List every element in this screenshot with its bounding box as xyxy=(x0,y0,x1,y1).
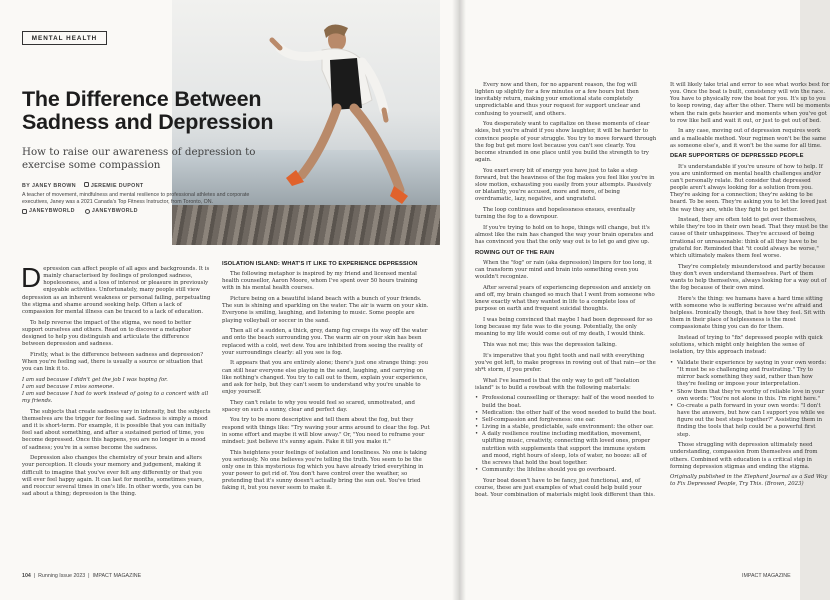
list-item: • Professional counselling or therapy: half of the wood needed to build the boat. xyxy=(475,395,657,409)
materials-list xyxy=(475,395,657,474)
twitter-icon xyxy=(85,209,90,214)
author-social xyxy=(22,208,272,215)
list-item: • Community: the lifeline should you go overboard. xyxy=(475,467,657,474)
paragraph: Depression can affect people of all ages and backgrounds. It is mainly characterised by feelings of prolonged sadness, hopelessness, and a loss of interest or pleasure in previously enjoyable activities. Unfortunately, many people still view depression as an inherent weakness or personal failing, perpetuating the stigma and shame around seeking help. Often a lack of compassion for mental illness can be traced to a lack of education. xyxy=(21,262,211,315)
article-column-3 xyxy=(475,82,657,503)
paragraph: You try to be more descriptive and tell them about the fog, but they respond with things like: "Try waving your arms around to clear the fog. Put in some effort and maybe it will blow away." Or, "You need to reframe your mindset: just believe it's sunny again. Fake it till you make it." xyxy=(222,417,430,445)
paragraph: It's understandable if you're unsure of how to help. If you are uninformed on mental health challenges and/or can't personally relate. But consider that depressed people aren't always looking for a solution from you. They're asking for a connection; they're asking to be heard. To be seen. They're asking you to let the loved just the way they are, while they fight to get better. xyxy=(670,163,827,213)
paragraph: I was being convinced that maybe I had been depressed for so long because my fate was to die young. Potentially, the only meaning to my life would come out of my death, I would think. xyxy=(475,317,653,338)
article-column-1 xyxy=(21,262,211,502)
paragraph: It's imperative that you fight tooth and nail with everything you've got left, to make progress in rowing out of that rain—or the sh*t storm, if you prefer. xyxy=(475,352,656,373)
article-column-2 xyxy=(222,260,430,496)
byline xyxy=(22,182,272,215)
paragraph: Firstly, what is the difference between sadness and depression? When you're feeling sad, there is usually a source or situation that you can link it to. xyxy=(22,351,204,373)
quote-line: I am sad because I miss someone. xyxy=(22,383,115,390)
section-heading: ROWING OUT OF THE RAIN xyxy=(475,249,555,256)
magazine-name: IMPACT MAGAZINE xyxy=(742,573,791,579)
list-item: • Self-compassion and forgiveness: one oar. xyxy=(475,417,657,424)
byline-authors xyxy=(22,182,272,190)
paragraph: Depression also changes the chemistry of your brain and alters your perception. It clouds your memory and judgement, making it difficult to imagine that you've ever felt any differently or that you will ever feel happy again. It can last for months, sometimes years, and reoccur several times in one's life. In other words, you can be sad about a thing; depression is the thing. xyxy=(22,455,204,498)
quote-line: I am sad because I had to work instead of going to a concert with all my friends. xyxy=(22,391,209,405)
publication-note: Originally published in the Elephant Journal as a Sad Way to Fix Depressed People, Try This. (Brown, 2023) xyxy=(670,474,828,488)
paragraph: It will likely take trial and error to see what works best for you. Once the boat is built, consistency will win the race. You have to physically row the boat for you. It's up to you to keep rowing, day after the other. There will be moments when the rain gets heavier and moments when you've got to row like hell and wait it out, or just to get out of bed. xyxy=(670,82,830,124)
list-item: • Co-create a path forward in your own words: "I don't have the answers, but how can I support you while we figure out the best steps together?" Assisting them in finding the tools that help could be a powerful first step. xyxy=(670,403,830,439)
section-heading: DEAR SUPPORTERS OF DEPRESSED PEOPLE xyxy=(670,153,804,160)
social-instagram[interactable]: JANEYBWORLD xyxy=(22,208,75,215)
list-item: • Medication: the other half of the wood needed to build the boat. xyxy=(475,410,657,417)
list-item: • Validate their experience by saying in your own words: "It must be so challenging and frustrating." Try to mirror back something they said, rather than how they're feeling or impose your interpretation. xyxy=(670,360,830,389)
paragraph: Every now and then, for no apparent reason, the fog will lighten up slightly for a few minutes or a few hours but then inevitably return, making your emotional state completely unpredictable and thus your request for support unclear and confusing to yourself, and others. xyxy=(475,82,641,117)
paragraph: In any case, moving out of depression requires work and a malleable method. Your regimen won't be the same as someone else's, and it won't be the same for all time. xyxy=(670,128,827,149)
drop-cap: D xyxy=(21,262,42,293)
footer-left: 104 | Running Issue 2023 | IMPACT MAGAZINE xyxy=(22,573,142,579)
list-item: • A daily resilience routine including meditation, movement, uplifting music, creativity, connecting with loved ones, proper nutrition with supplements that support the immune system and mood, right hours of sleep, lots of water, no booze: all of the screws that hold the boat together. xyxy=(475,431,657,467)
section-heading: ISOLATION ISLAND: WHAT'S IT LIKE TO EXPERIENCE DEPRESSION xyxy=(222,261,418,267)
paragraph: Instead of trying to "fix" depressed people with quick solutions, which might only heighten the sense of isolation, try this approach instead: xyxy=(670,335,823,356)
section-tag: MENTAL HEALTH xyxy=(22,31,107,45)
paragraph: Picture being on a beautiful island beach with a bunch of your friends. The sun is shining and sparkling on the water. The air is warm on your skin. Everyone is smiling, laughing, and listening to music. Some people are playing volleyball or soccer in the sand. xyxy=(222,296,429,324)
paragraph: To help reverse the impact of the stigma, we need to better support ourselves and others. Read on to discover a metaphor designed to help you distinguish and articulate the difference between depression and sadness. xyxy=(22,319,192,348)
page-gutter xyxy=(452,0,466,600)
article-subtitle: How to raise our awareness of depression to exercise some compassion xyxy=(22,146,256,171)
list-item: • Living in a stable, predictable, safe environment: the other oar. xyxy=(475,424,657,431)
approach-list xyxy=(670,360,830,439)
article-column-4 xyxy=(670,82,830,492)
article-title: The Difference Between Sadness and Depression xyxy=(22,87,274,134)
paragraph: Then all of a sudden, a thick, grey, damp fog creeps its way off the water and onto the beach surrounding you. The warm air on your skin has been replaced with a cold, wet dew. You are inhibited from seeing the reality of your surroundings clearly: all you see is fog. xyxy=(222,328,428,356)
byline-prefix: BY xyxy=(22,182,31,189)
footer-right xyxy=(742,573,791,579)
camera-icon xyxy=(84,182,89,187)
paragraph: Those struggling with depression ultimately need understanding, compassion from themselves and from others. Combined with education is a critical step in forming depression stigmas and ending the stigma. xyxy=(670,442,818,470)
list-item: • Show them that they're worthy of reliable love in your own words: "You're not alone in this. I'm right here." xyxy=(670,389,830,403)
paragraph: What I've learned is that the only way to get off "isolation island" is to build a rowboat with the following materials: xyxy=(475,377,640,391)
paragraph: You exert every bit of energy you have just to take a step forward, but the heaviness of the fog makes you feel like you're in slow motion, exhausting you easily from your attempts. Passively or blatantly, you're accused, more and more, of being overdramatic, lazy, negative, and ungrateful. xyxy=(475,167,655,203)
paragraph: You desperately want to capitalize on these moments of clear skies, but you're afraid if you show laughter, it will be harder to convince people of your struggle. You try to move forward through the fog but get more lost because you can't see clearly. You become stranded in one place until you build the strength to try again. xyxy=(475,121,657,164)
paragraph: The following metaphor is inspired by my friend and licensed mental health counsellor, Aaron Moore, whom I've spent over 50 hours training with in his mental health courses. xyxy=(222,271,418,292)
paragraph: This heightens your feelings of isolation and loneliness. No one is taking you seriously. No one believes you're telling the truth. You seem to be the only one in this mysterious fog which you have already tried everything in your power to get rid of. You don't have control over the weather, so pretending that it's sunny doesn't actually bring the sun out. You've tried faking it, but you never seem to make it. xyxy=(222,449,427,492)
author-name: JANEY BROWN xyxy=(31,182,76,189)
paragraph: This was not me; this was the depression talking. xyxy=(483,342,617,348)
issue-name: Running Issue 2023 xyxy=(38,573,86,579)
paragraph: The loop continues and hopelessness ensues, eventually turning the fog to a downpour. xyxy=(475,207,636,221)
paragraph: After several years of experiencing depression and anxiety on and off, my brain changed so much that I went from someone who knew exactly what they wanted in life to a complete loss of purpose on earth and frequent suicidal thoughts. xyxy=(475,284,655,313)
paragraph: It appears that you are entirely alone; there's just one strange thing: you can still hear everyone else playing in the sand, laughing, and carrying on like nothing's changed. You try to call out to them, explain your experience, and ask for help, but they can't seem to understand why you're unable to enjoy yourself. xyxy=(222,360,429,395)
instagram-icon xyxy=(22,209,27,214)
paragraph: Your boat doesn't have to be fancy, just functional, and, of course, these are just examples of what could help build your boat. Your combination of materials might look different than this. xyxy=(475,477,655,498)
social-twitter[interactable]: JANEYBWORLD xyxy=(85,208,138,215)
quote-line: I am sad because I didn't get the job I was hoping for. xyxy=(22,376,168,383)
author-bio: A teacher of movement, mindfulness and mental resilience to professional athletes and corporate executives, Janey was a 2021 Canada's Top Fitness Instructor, from Toronto, ON. xyxy=(22,192,250,205)
paragraph: If you're trying to hold on to hope, things will change, but it's almost like the rain has changed the way your brain operates and has convinced you that the only way out is to let go and give up. xyxy=(475,224,654,246)
paragraph: They're completely misunderstood and partly because they don't even understand themselves. Part of them wants to help themselves, always looking for a way out of the fog because of their own mind. xyxy=(670,263,827,292)
page-number: 104 xyxy=(22,573,31,579)
photographer-name: JEREMIE DUPONT xyxy=(90,183,144,189)
paragraph: They can't relate to why you would feel so scared, unmotivated, and spacey on such a sunny, clear and perfect day. xyxy=(222,399,415,413)
paragraph: Here's the thing: we humans have a hard time sitting with someone who is suffering because we're afraid and helpless. Ironically though, that is how they feel. Sit with them in their place of helplessness is the most compassionate thing you can do for them. xyxy=(670,295,826,331)
paragraph: When the "fog" or rain (aka depression) lingers for too long, it can transform your mind and brain into something even you wouldn't recognize. xyxy=(475,259,652,281)
paragraph: The subjects that create sadness vary in intensity, but the subjects themselves are the trigger for feeling sad. Sadness is simply a mood and it is short-term. For example, it is possible that you can initially feel sad about something, and after a sustained period of time, you become depressed. Once this happens, you are no longer in a mood of sadness; you're in a sense become the sadness. xyxy=(22,408,211,451)
paragraph: Instead, they are often told to get over themselves, while they're too in their own head. That they must be the cause of their unhappiness. They're accused of being irrational or unreasonable: think of all they have to be grateful for. Reminded that "it could always be worse," which ultimately makes them feel worse. xyxy=(670,217,828,259)
magazine-name: IMPACT MAGAZINE xyxy=(92,573,142,579)
